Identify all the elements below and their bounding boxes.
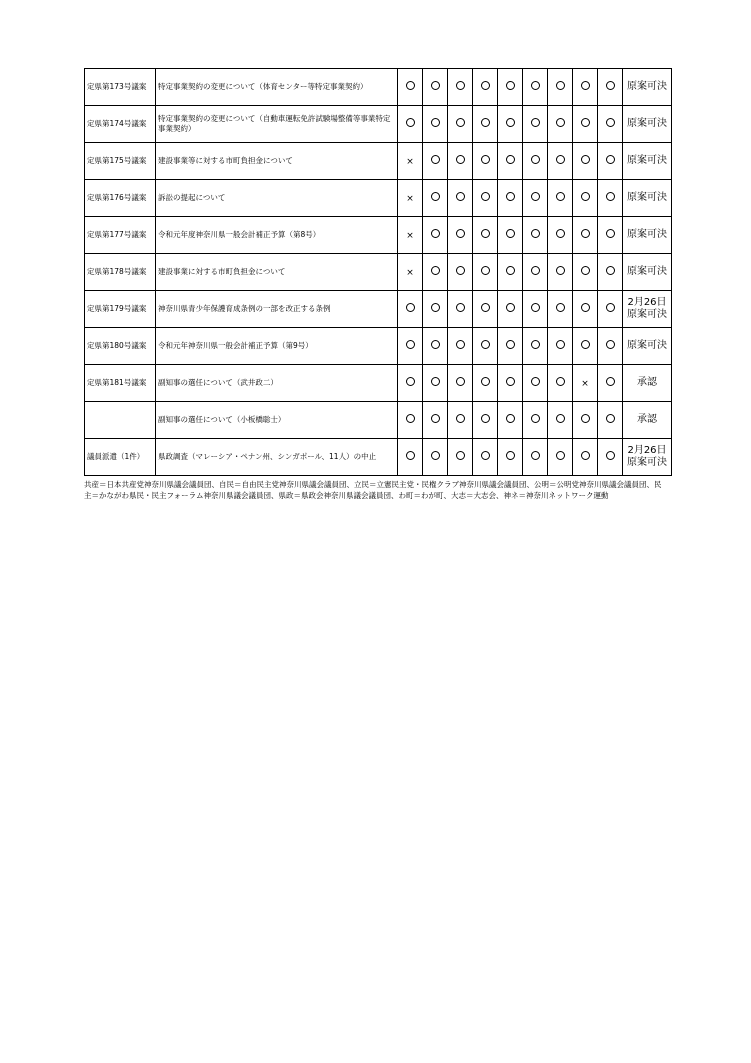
- vote-cell: [448, 365, 473, 402]
- vote-cell: [398, 291, 423, 328]
- vote-cell: [573, 69, 598, 106]
- vote-cell: [398, 254, 423, 291]
- party-legend: 共産＝日本共産党神奈川県議会議員団、自民＝自由民主党神奈川県議会議員団、立民＝立憲民主党・民権クラブ神奈川県議会議員団、公明＝公明党神奈川県議会議員団、民主＝かながわ県民・民主フォーラム神奈川県議会議員団、県政＝県政会神奈川県議会議員団、わ町＝わが町、大志＝大志会、神ネ＝神奈川ネットワーク運動: [84, 480, 662, 500]
- approve-circle-icon: [456, 340, 465, 349]
- approve-circle-icon: [481, 229, 490, 238]
- vote-cell: [473, 365, 498, 402]
- approve-circle-icon: [481, 118, 490, 127]
- vote-cell: [573, 217, 598, 254]
- vote-cell: [598, 69, 623, 106]
- vote-cell: [548, 106, 573, 143]
- vote-cell: [398, 69, 423, 106]
- vote-cell: [548, 254, 573, 291]
- bill-number: 定県第177号議案: [85, 217, 156, 254]
- vote-cell: [398, 365, 423, 402]
- bill-row: [85, 143, 672, 180]
- approve-circle-icon: [581, 155, 590, 164]
- vote-cell: [473, 291, 498, 328]
- vote-cell: [573, 180, 598, 217]
- result-text: 原案可決: [627, 340, 667, 351]
- vote-cell: [423, 143, 448, 180]
- approve-circle-icon: [481, 81, 490, 90]
- vote-cell: [548, 365, 573, 402]
- vote-result: [623, 439, 672, 476]
- vote-result: [623, 217, 672, 254]
- bill-row: [85, 69, 672, 106]
- vote-cell: [473, 217, 498, 254]
- approve-circle-icon: [556, 266, 565, 275]
- vote-cell: [598, 180, 623, 217]
- bill-title: 県政調査（マレーシア・ペナン州、シンガポール、11人）の中止: [156, 439, 398, 476]
- vote-cell: [573, 254, 598, 291]
- vote-cell: [498, 143, 523, 180]
- result-text: 2月26日: [627, 445, 667, 456]
- approve-circle-icon: [581, 81, 590, 90]
- vote-cell: [423, 180, 448, 217]
- approve-circle-icon: [481, 266, 490, 275]
- vote-cell: [473, 328, 498, 365]
- approve-circle-icon: [481, 340, 490, 349]
- result-text: 原案可決: [627, 229, 667, 240]
- vote-cell: [398, 439, 423, 476]
- vote-cell: [448, 291, 473, 328]
- vote-cell: [473, 439, 498, 476]
- vote-cell: [473, 402, 498, 439]
- approve-circle-icon: [531, 118, 540, 127]
- vote-cell: [598, 254, 623, 291]
- vote-cell: [398, 143, 423, 180]
- approve-circle-icon: [581, 118, 590, 127]
- vote-cell: [498, 439, 523, 476]
- approve-circle-icon: [531, 81, 540, 90]
- approve-circle-icon: [606, 340, 615, 349]
- vote-cell: [523, 106, 548, 143]
- vote-cell: [423, 328, 448, 365]
- approve-circle-icon: [431, 192, 440, 201]
- result-text: 原案可決: [627, 266, 667, 277]
- approve-circle-icon: [506, 414, 515, 423]
- bill-title: 訴訟の提起について: [156, 180, 398, 217]
- approve-circle-icon: [456, 229, 465, 238]
- vote-result: [623, 254, 672, 291]
- approve-circle-icon: [456, 414, 465, 423]
- approve-circle-icon: [531, 303, 540, 312]
- approve-circle-icon: [581, 340, 590, 349]
- approve-circle-icon: [406, 414, 415, 423]
- vote-cell: [523, 69, 548, 106]
- vote-cell: [448, 180, 473, 217]
- bill-title: 建設事業に対する市町負担金について: [156, 254, 398, 291]
- approve-circle-icon: [556, 118, 565, 127]
- vote-cell: [498, 180, 523, 217]
- result-text: 原案可決: [627, 118, 667, 129]
- vote-result: [623, 143, 672, 180]
- vote-cell: [548, 143, 573, 180]
- bill-number: 定県第173号議案: [85, 69, 156, 106]
- vote-cell: [598, 217, 623, 254]
- vote-result: [623, 69, 672, 106]
- approve-circle-icon: [431, 155, 440, 164]
- approve-circle-icon: [531, 155, 540, 164]
- vote-cell: [598, 365, 623, 402]
- vote-cell: [423, 106, 448, 143]
- vote-cell: [598, 439, 623, 476]
- approve-circle-icon: [581, 414, 590, 423]
- approve-circle-icon: [506, 266, 515, 275]
- vote-cell: [573, 291, 598, 328]
- vote-cell: [448, 254, 473, 291]
- approve-circle-icon: [506, 229, 515, 238]
- approve-circle-icon: [506, 377, 515, 386]
- approve-circle-icon: [406, 340, 415, 349]
- approve-circle-icon: [606, 81, 615, 90]
- result-text: 承認: [637, 414, 657, 425]
- vote-cell: [548, 69, 573, 106]
- vote-cell: [398, 180, 423, 217]
- approve-circle-icon: [431, 377, 440, 386]
- approve-circle-icon: [531, 377, 540, 386]
- vote-cell: [598, 291, 623, 328]
- approve-circle-icon: [606, 155, 615, 164]
- vote-cell: [573, 106, 598, 143]
- vote-cell: [523, 180, 548, 217]
- result-text: 原案可決: [627, 192, 667, 203]
- approve-circle-icon: [431, 303, 440, 312]
- bill-title: 建設事業等に対する市町負担金について: [156, 143, 398, 180]
- approve-circle-icon: [456, 451, 465, 460]
- approve-circle-icon: [431, 81, 440, 90]
- approve-circle-icon: [506, 192, 515, 201]
- vote-result: [623, 106, 672, 143]
- vote-cell: [598, 402, 623, 439]
- bill-row: [85, 106, 672, 143]
- approve-circle-icon: [581, 192, 590, 201]
- vote-cell: [523, 365, 548, 402]
- bill-row: [85, 328, 672, 365]
- vote-cell: [498, 291, 523, 328]
- vote-cell: [473, 106, 498, 143]
- bill-row: [85, 365, 672, 402]
- vote-cell: [423, 439, 448, 476]
- oppose-cross-icon: ×: [406, 231, 414, 241]
- approve-circle-icon: [581, 303, 590, 312]
- approve-circle-icon: [431, 451, 440, 460]
- approve-circle-icon: [506, 340, 515, 349]
- approve-circle-icon: [431, 340, 440, 349]
- approve-circle-icon: [456, 377, 465, 386]
- approve-circle-icon: [456, 155, 465, 164]
- vote-cell: [548, 291, 573, 328]
- approve-circle-icon: [431, 414, 440, 423]
- bill-number: 定県第178号議案: [85, 254, 156, 291]
- vote-result: [623, 291, 672, 328]
- vote-cell: [498, 365, 523, 402]
- oppose-cross-icon: ×: [406, 157, 414, 167]
- vote-cell: [523, 402, 548, 439]
- vote-cell: [423, 69, 448, 106]
- vote-cell: [548, 328, 573, 365]
- vote-cell: [448, 402, 473, 439]
- bill-number: 定県第176号議案: [85, 180, 156, 217]
- vote-cell: [498, 402, 523, 439]
- approve-circle-icon: [456, 192, 465, 201]
- vote-cell: [498, 106, 523, 143]
- result-text: 原案可決: [627, 309, 667, 320]
- vote-results-sheet: [84, 68, 667, 501]
- vote-result: [623, 328, 672, 365]
- approve-circle-icon: [581, 451, 590, 460]
- vote-cell: [398, 217, 423, 254]
- vote-cell: [523, 254, 548, 291]
- approve-circle-icon: [456, 81, 465, 90]
- approve-circle-icon: [606, 303, 615, 312]
- vote-cell: [523, 143, 548, 180]
- bill-title: 令和元年神奈川県一般会計補正予算（第9号）: [156, 328, 398, 365]
- vote-cell: [573, 328, 598, 365]
- approve-circle-icon: [581, 229, 590, 238]
- vote-cell: [448, 217, 473, 254]
- approve-circle-icon: [531, 340, 540, 349]
- vote-cell: [523, 291, 548, 328]
- bill-row: [85, 217, 672, 254]
- vote-cell: [448, 439, 473, 476]
- bill-number: [85, 402, 156, 439]
- approve-circle-icon: [406, 377, 415, 386]
- vote-cell: [473, 180, 498, 217]
- vote-cell: [498, 69, 523, 106]
- vote-cell: [423, 217, 448, 254]
- approve-circle-icon: [556, 451, 565, 460]
- vote-cell: [523, 439, 548, 476]
- approve-circle-icon: [556, 414, 565, 423]
- approve-circle-icon: [556, 155, 565, 164]
- bill-title: 令和元年度神奈川県一般会計補正予算（第8号）: [156, 217, 398, 254]
- result-text: 原案可決: [627, 457, 667, 468]
- bill-title: 副知事の選任について（小板橋聡士）: [156, 402, 398, 439]
- approve-circle-icon: [406, 451, 415, 460]
- vote-cell: [473, 254, 498, 291]
- result-text: 原案可決: [627, 81, 667, 92]
- bill-title: 副知事の選任について（武井政二）: [156, 365, 398, 402]
- oppose-cross-icon: ×: [406, 194, 414, 204]
- vote-cell: [398, 106, 423, 143]
- approve-circle-icon: [531, 229, 540, 238]
- vote-cell: [548, 180, 573, 217]
- approve-circle-icon: [581, 266, 590, 275]
- approve-circle-icon: [556, 81, 565, 90]
- result-text: 2月26日: [627, 297, 667, 308]
- approve-circle-icon: [606, 266, 615, 275]
- approve-circle-icon: [531, 414, 540, 423]
- approve-circle-icon: [506, 451, 515, 460]
- vote-cell: [598, 143, 623, 180]
- vote-cell: [548, 402, 573, 439]
- approve-circle-icon: [531, 266, 540, 275]
- approve-circle-icon: [456, 303, 465, 312]
- bill-row: [85, 291, 672, 328]
- result-text: 原案可決: [627, 155, 667, 166]
- approve-circle-icon: [481, 451, 490, 460]
- bill-title: 神奈川県青少年保護育成条例の一部を改正する条例: [156, 291, 398, 328]
- approve-circle-icon: [406, 81, 415, 90]
- vote-cell: [398, 328, 423, 365]
- bill-number: 定県第179号議案: [85, 291, 156, 328]
- vote-cell: [498, 328, 523, 365]
- oppose-cross-icon: ×: [406, 268, 414, 278]
- approve-circle-icon: [481, 192, 490, 201]
- vote-cell: [573, 143, 598, 180]
- vote-cell: [498, 217, 523, 254]
- bill-number: 定県第180号議案: [85, 328, 156, 365]
- approve-circle-icon: [481, 155, 490, 164]
- approve-circle-icon: [431, 229, 440, 238]
- vote-cell: [598, 328, 623, 365]
- vote-cell: [473, 69, 498, 106]
- bill-number: 定県第181号議案: [85, 365, 156, 402]
- vote-result: [623, 180, 672, 217]
- bill-row: [85, 254, 672, 291]
- approve-circle-icon: [606, 377, 615, 386]
- approve-circle-icon: [556, 303, 565, 312]
- approve-circle-icon: [506, 81, 515, 90]
- approve-circle-icon: [606, 229, 615, 238]
- bill-title: 特定事業契約の変更について（体育センター等特定事業契約）: [156, 69, 398, 106]
- approve-circle-icon: [531, 451, 540, 460]
- vote-cell: [448, 328, 473, 365]
- approve-circle-icon: [481, 303, 490, 312]
- approve-circle-icon: [506, 155, 515, 164]
- approve-circle-icon: [506, 303, 515, 312]
- approve-circle-icon: [406, 118, 415, 127]
- vote-cell: [523, 217, 548, 254]
- bill-row: [85, 402, 672, 439]
- vote-cell: [398, 402, 423, 439]
- vote-results-table: [84, 68, 672, 476]
- vote-cell: [573, 402, 598, 439]
- bill-number: 定県第174号議案: [85, 106, 156, 143]
- bill-number: 定県第175号議案: [85, 143, 156, 180]
- bill-row: [85, 180, 672, 217]
- bill-row: [85, 439, 672, 476]
- vote-cell: [473, 143, 498, 180]
- vote-cell: [548, 439, 573, 476]
- vote-cell: [423, 402, 448, 439]
- vote-results-body: [85, 69, 672, 476]
- vote-cell: [448, 106, 473, 143]
- vote-cell: [423, 254, 448, 291]
- approve-circle-icon: [431, 266, 440, 275]
- vote-cell: [448, 69, 473, 106]
- vote-result: [623, 365, 672, 402]
- vote-result: [623, 402, 672, 439]
- bill-number: 議員派遣（1件）: [85, 439, 156, 476]
- vote-cell: [598, 106, 623, 143]
- approve-circle-icon: [606, 451, 615, 460]
- bill-title: 特定事業契約の変更について（自動車運転免許試験場整備等事業特定事業契約）: [156, 106, 398, 143]
- approve-circle-icon: [606, 192, 615, 201]
- vote-cell: [423, 365, 448, 402]
- result-text: 承認: [637, 377, 657, 388]
- vote-cell: [573, 365, 598, 402]
- approve-circle-icon: [556, 192, 565, 201]
- vote-cell: [548, 217, 573, 254]
- vote-cell: [573, 439, 598, 476]
- approve-circle-icon: [506, 118, 515, 127]
- approve-circle-icon: [606, 118, 615, 127]
- approve-circle-icon: [481, 377, 490, 386]
- approve-circle-icon: [556, 377, 565, 386]
- approve-circle-icon: [456, 266, 465, 275]
- vote-cell: [423, 291, 448, 328]
- vote-cell: [448, 143, 473, 180]
- approve-circle-icon: [456, 118, 465, 127]
- approve-circle-icon: [556, 229, 565, 238]
- approve-circle-icon: [406, 303, 415, 312]
- vote-cell: [523, 328, 548, 365]
- approve-circle-icon: [531, 192, 540, 201]
- approve-circle-icon: [606, 414, 615, 423]
- approve-circle-icon: [431, 118, 440, 127]
- oppose-cross-icon: ×: [581, 379, 589, 389]
- approve-circle-icon: [556, 340, 565, 349]
- approve-circle-icon: [481, 414, 490, 423]
- vote-cell: [498, 254, 523, 291]
